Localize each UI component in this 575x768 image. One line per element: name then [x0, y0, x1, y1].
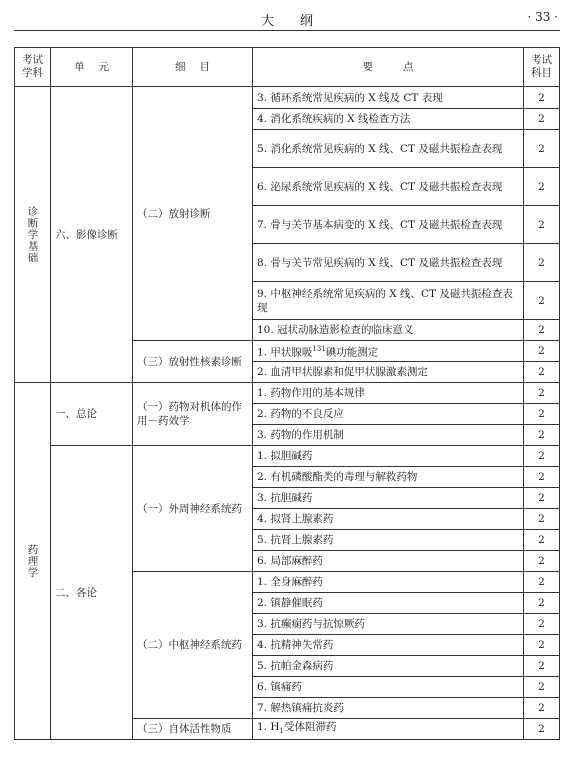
point-cell: 6. 泌尿系统常见疾病的 X 线、CT 及磁共振检查表现 — [253, 168, 524, 206]
point-cell: 6. 局部麻醉药 — [253, 551, 524, 572]
point-cell: 3. 抗癫痫药与抗惊厥药 — [253, 614, 524, 635]
point-cell: 4. 拟肾上腺素药 — [253, 509, 524, 530]
point-cell: 5. 抗帕金森病药 — [253, 656, 524, 677]
detail-cell: （一）药物对机体的作用－药效学 — [133, 383, 253, 446]
level-cell: 2 — [524, 467, 560, 488]
point-cell: 5. 消化系统常见疾病的 X 线、CT 及磁共振检查表现 — [253, 130, 524, 168]
detail-cell: （三）自体活性物质 — [133, 719, 253, 740]
point-cell: 9. 中枢神经系统常见疾病的 X 线、CT 及磁共振检查表现 — [253, 282, 524, 320]
point-cell: 2. 药物的不良反应 — [253, 404, 524, 425]
level-cell: 2 — [524, 719, 560, 740]
level-cell: 2 — [524, 383, 560, 404]
header-detail: 细目 — [133, 48, 253, 87]
level-cell: 2 — [524, 698, 560, 719]
level-cell: 2 — [524, 572, 560, 593]
level-cell: 2 — [524, 509, 560, 530]
page-header — [14, 8, 560, 31]
level-cell: 2 — [524, 656, 560, 677]
point-cell: 1. 药物作用的基本规律 — [253, 383, 524, 404]
level-cell: 2 — [524, 206, 560, 244]
level-cell: 2 — [524, 425, 560, 446]
level-cell: 2 — [524, 130, 560, 168]
point-cell: 3. 药物的作用机制 — [253, 425, 524, 446]
header-points: 要点 — [253, 48, 524, 87]
point-cell: 6. 镇痛药 — [253, 677, 524, 698]
page-number: · 33 · — [527, 10, 558, 24]
header-unit: 单元 — [51, 48, 133, 87]
detail-cell: （二）中枢神经系统药 — [133, 572, 253, 719]
level-cell: 2 — [524, 109, 560, 130]
level-cell: 2 — [524, 635, 560, 656]
level-cell: 2 — [524, 551, 560, 572]
level-cell: 2 — [524, 446, 560, 467]
syllabus-table — [14, 47, 560, 740]
level-cell: 2 — [524, 362, 560, 383]
level-cell: 2 — [524, 341, 560, 362]
level-cell: 2 — [524, 404, 560, 425]
point-cell: 3. 抗胆碱药 — [253, 488, 524, 509]
detail-cell: （一）外周神经系统药 — [133, 446, 253, 572]
unit-cell: 一、总论 — [51, 383, 133, 446]
point-cell: 1. $H_1$受体阻滞药 — [253, 719, 524, 740]
unit-cell: 二、各论 — [51, 446, 133, 740]
header-subject: 考试学科 — [15, 48, 51, 87]
level-cell: 2 — [524, 320, 560, 341]
point-cell: 4. 消化系统疾病的 X 线检查方法 — [253, 109, 524, 130]
running-title: 大纲 — [260, 14, 339, 29]
level-cell: 2 — [524, 614, 560, 635]
level-cell: 2 — [524, 244, 560, 282]
point-cell: 4. 抗精神失常药 — [253, 635, 524, 656]
detail-cell: （三）放射性核素诊断 — [133, 341, 253, 383]
level-cell: 2 — [524, 593, 560, 614]
point-cell: 2. 镇静催眠药 — [253, 593, 524, 614]
point-cell: 1. 全身麻醉药 — [253, 572, 524, 593]
table-row — [15, 87, 560, 109]
level-cell: 2 — [524, 87, 560, 109]
subject-cell: 药理学 — [15, 383, 51, 740]
level-cell: 2 — [524, 530, 560, 551]
header-level: 考试科目 — [524, 48, 560, 87]
point-cell: 2. 有机磷酸酯类的毒理与解救药物 — [253, 467, 524, 488]
point-cell: 7. 解热镇痛抗炎药 — [253, 698, 524, 719]
point-cell: 7. 骨与关节基本病变的 X 线、CT 及磁共振检查表现 — [253, 206, 524, 244]
subject-cell: 诊断学基础 — [15, 87, 51, 383]
level-cell: 2 — [524, 282, 560, 320]
point-cell: 2. 血清甲状腺素和促甲状腺激素测定 — [253, 362, 524, 383]
level-cell: 2 — [524, 677, 560, 698]
point-cell: 5. 抗肾上腺素药 — [253, 530, 524, 551]
level-cell: 2 — [524, 488, 560, 509]
point-cell: 1. 甲状腺吸$^{131}$碘功能测定 — [253, 341, 524, 362]
point-cell: 3. 循环系统常见疾病的 X 线及 CT 表现 — [253, 87, 524, 109]
table-header-row — [15, 48, 560, 87]
point-cell: 1. 拟胆碱药 — [253, 446, 524, 467]
unit-cell: 六、影像诊断 — [51, 87, 133, 383]
point-cell: 8. 骨与关节常见疾病的 X 线、CT 及磁共振检查表现 — [253, 244, 524, 282]
point-cell: 10. 冠状动脉造影检查的临床意义 — [253, 320, 524, 341]
table-row — [15, 446, 560, 467]
detail-cell: （二）放射诊断 — [133, 87, 253, 341]
table-row — [15, 383, 560, 404]
level-cell: 2 — [524, 168, 560, 206]
